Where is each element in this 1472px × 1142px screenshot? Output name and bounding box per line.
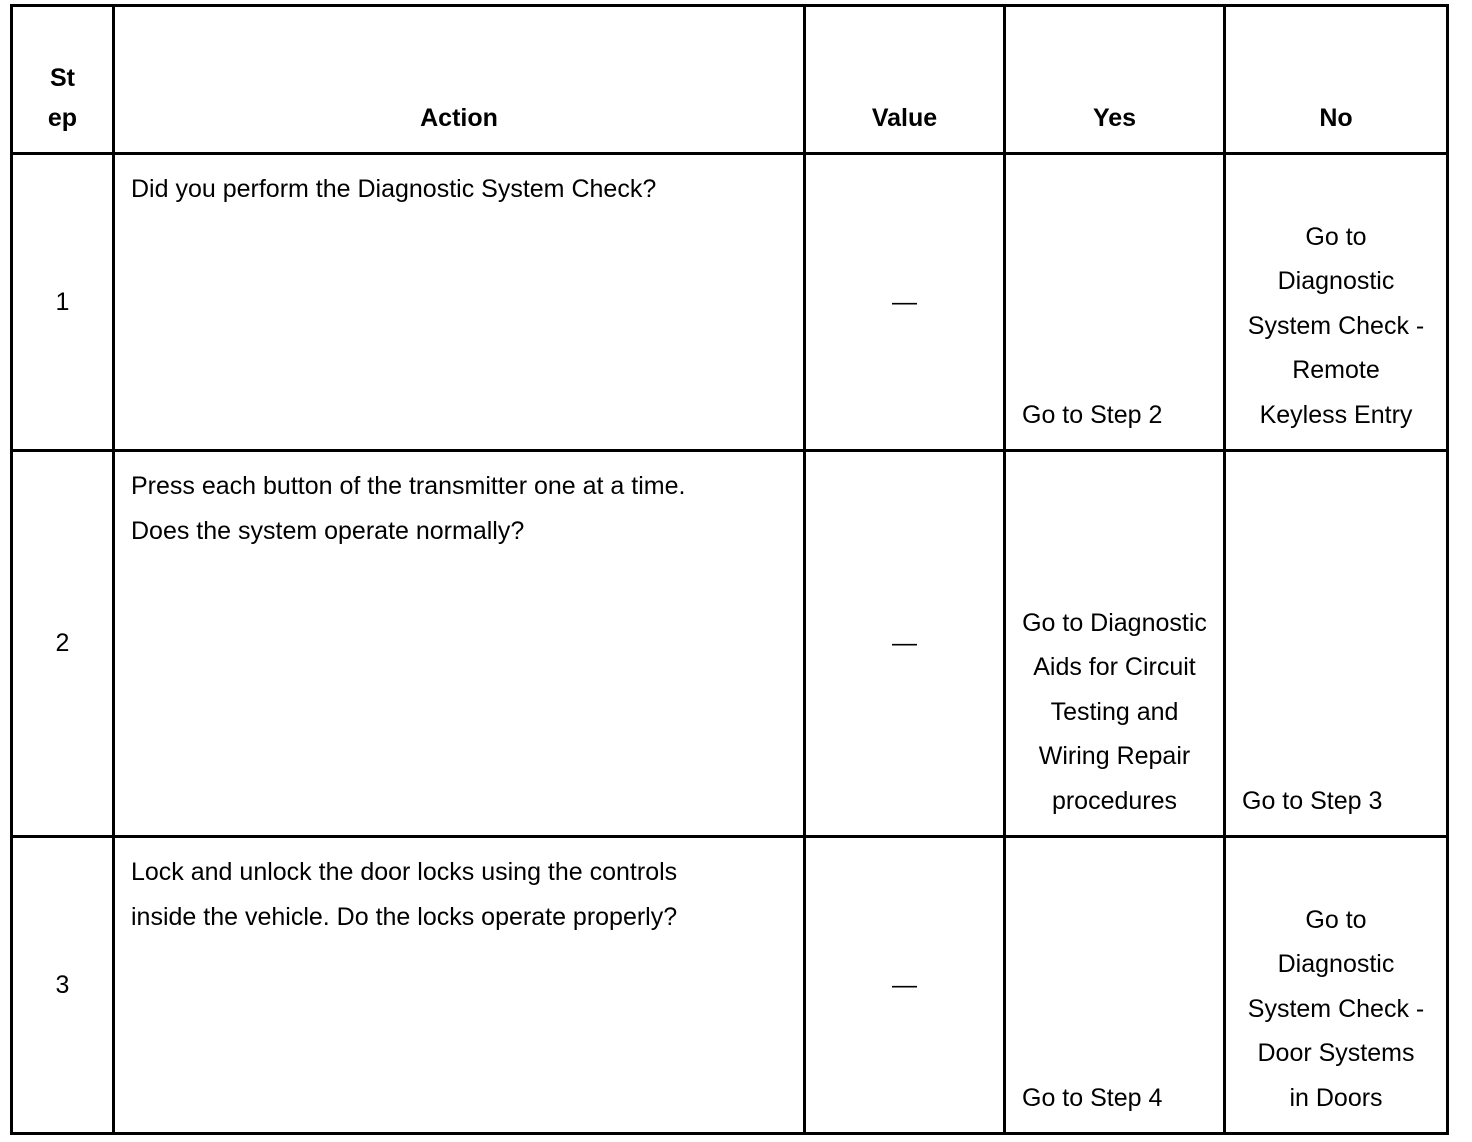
yes-cell <box>1005 451 1225 837</box>
header-no: No <box>1225 6 1448 154</box>
table-row <box>12 154 1448 451</box>
header-yes: Yes <box>1005 6 1225 154</box>
action-text: Did you perform the Diagnostic System Check? <box>131 175 657 203</box>
value-cell: — <box>805 451 1005 837</box>
header-row <box>12 6 1448 154</box>
step-cell: 3 <box>12 837 114 1134</box>
no-text: Go to Diagnostic System Check - Remote Keyless Entry <box>1247 222 1425 429</box>
yes-cell: Go to Step 2 <box>1005 154 1225 451</box>
header-step <box>12 6 114 154</box>
no-cell <box>1225 837 1448 1134</box>
action-text: Lock and unlock the door locks using the controls inside the vehicle. Do the locks operate properly? <box>131 858 678 931</box>
table-row <box>12 451 1448 837</box>
action-cell <box>114 451 805 837</box>
yes-cell: Go to Step 4 <box>1005 837 1225 1134</box>
yes-text: Go to Diagnostic Aids for Circuit Testing and Wiring Repair procedures <box>1022 608 1207 815</box>
value-cell: — <box>805 154 1005 451</box>
step-cell: 1 <box>12 154 114 451</box>
action-cell <box>114 837 805 1134</box>
header-action: Action <box>114 6 805 154</box>
diagnostic-table <box>10 4 1449 1135</box>
action-text: Press each button of the transmitter one at a time. Does the system operate normally? <box>131 472 686 545</box>
header-step-label: St ep <box>47 64 78 132</box>
header-value: Value <box>805 6 1005 154</box>
no-cell: Go to Step 3 <box>1225 451 1448 837</box>
step-cell: 2 <box>12 451 114 837</box>
table-row <box>12 837 1448 1134</box>
no-cell <box>1225 154 1448 451</box>
value-cell: — <box>805 837 1005 1134</box>
no-text: Go to Diagnostic System Check - Door Systems in Doors <box>1247 905 1425 1112</box>
action-cell <box>114 154 805 451</box>
